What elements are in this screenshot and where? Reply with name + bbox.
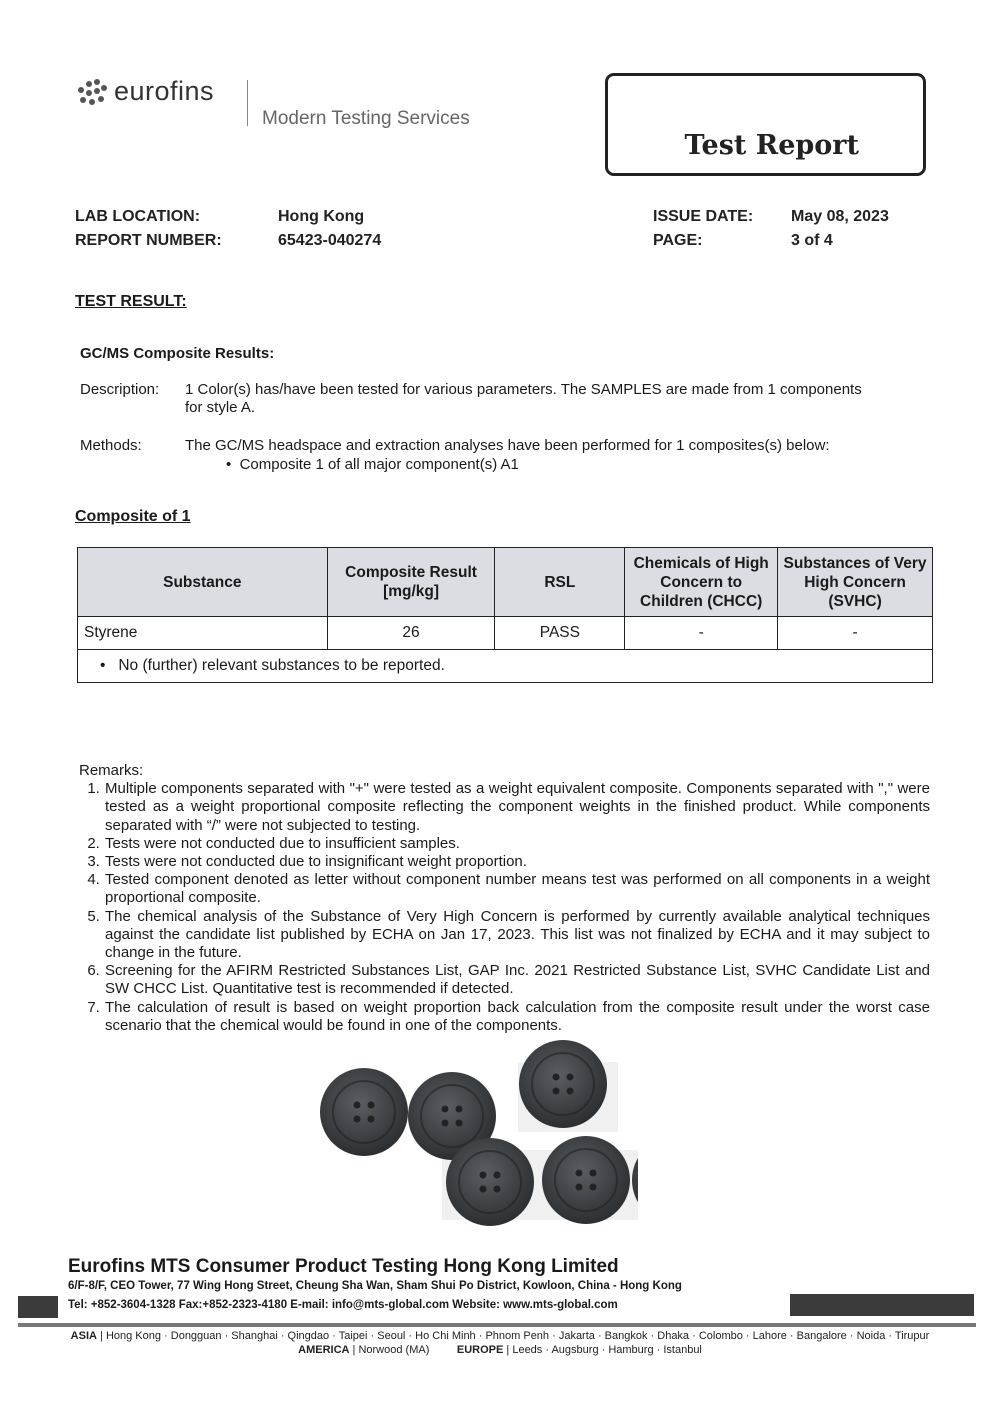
america-label: AMERICA	[298, 1344, 350, 1356]
header-rsl: RSL	[495, 548, 625, 617]
remark-item: 7. The calculation of result is based on weight proportion back calculation from the composite result under the worst case scenario that the chemical would be found in one of the components.	[104, 999, 930, 1035]
eurofins-logo	[76, 76, 214, 107]
composite-heading: Composite of 1	[75, 508, 191, 525]
sample-button	[446, 1138, 534, 1226]
europe-cities: Leeds · Augsburg · Hamburg · Istanbul	[512, 1344, 702, 1356]
footer-bar-right	[790, 1294, 974, 1316]
header-composite-result: Composite Result [mg/kg]	[327, 548, 495, 617]
footer-contact: Tel: +852-3604-1328 Fax:+852-2323-4180 E-mail: info@mts-global.com Website: www.mts-global.com	[68, 1299, 618, 1311]
footer-bar-left	[18, 1296, 58, 1318]
test-result-heading: TEST RESULT:	[75, 293, 187, 310]
description-line-2: for style A.	[185, 399, 256, 416]
sample-photo	[318, 1040, 638, 1230]
asia-label: ASIA	[70, 1330, 97, 1342]
table-header-row	[78, 548, 933, 617]
asia-locations: ASIA | Hong Kong · Dongguan · Shanghai · Qingdao · Taipei · Seoul · Ho Chi Minh · Phnom Penh · Jakarta · Bangkok · Dhaka · Colombo · Lahore · Bangalore · Noida · Tirupur	[70, 1330, 930, 1342]
footer-company-name: Eurofins MTS Consumer Product Testing Hong Kong Limited	[68, 1256, 619, 1277]
cell-substance: Styrene	[78, 617, 328, 650]
gcms-subheading: GC/MS Composite Results:	[80, 345, 275, 362]
logo-divider	[247, 80, 248, 126]
lab-location-value: Hong Kong	[278, 208, 365, 225]
header-svhc: Substances of Very High Concern (SVHC)	[778, 548, 933, 617]
sample-button	[320, 1068, 408, 1156]
methods-label: Methods:	[80, 437, 142, 454]
report-title-box	[605, 73, 926, 176]
methods-bullet	[226, 456, 519, 473]
bullet-icon: •	[100, 657, 119, 674]
logo-subtitle: Modern Testing Services	[262, 108, 470, 129]
footer-address: 6/F-8/F, CEO Tower, 77 Wing Hong Street, Cheung Sha Wan, Sham Shui Po District, Kowloon, China - Hong Kong	[68, 1280, 682, 1292]
report-title: Test Report	[684, 130, 859, 161]
sample-button	[542, 1136, 630, 1224]
issue-date-label: ISSUE DATE:	[653, 208, 754, 225]
report-number-value: 65423-040274	[278, 232, 382, 249]
page-value: 3 of 4	[791, 232, 833, 249]
description-line-1: 1 Color(s) has/have been tested for various parameters. The SAMPLES are made from 1 components	[185, 381, 862, 398]
table-row	[78, 617, 933, 650]
sample-button	[519, 1040, 607, 1128]
description-label: Description:	[80, 381, 160, 398]
remark-item: 6. Screening for the AFIRM Restricted Substances List, GAP Inc. 2021 Restricted Substance List, SVHC Candidate List and SW CHCC List. Quantitative test is recommended if detected.	[104, 962, 930, 998]
europe-label: EUROPE	[456, 1344, 504, 1356]
page-label: PAGE:	[653, 232, 703, 249]
bullet-icon: •	[226, 456, 240, 473]
cell-svhc: -	[778, 617, 933, 650]
cell-rsl: PASS	[495, 617, 625, 650]
footer-rule	[18, 1323, 976, 1327]
header-substance: Substance	[78, 548, 328, 617]
remark-item: 5. The chemical analysis of the Substance of Very High Concern is performed by currently available analytical techniques against the candidate list published by ECHA on Jan 17, 2023. This list was not finalized by ECHA and it may subject to change in the future.	[104, 908, 930, 963]
remarks-section	[76, 762, 930, 1035]
table-note	[78, 650, 933, 683]
methods-line-1: The GC/MS headspace and extraction analyses have been performed for 1 composites(s) below:	[185, 437, 830, 454]
results-table	[77, 547, 933, 683]
remark-item: 3. Tests were not conducted due to insignificant weight proportion.	[104, 853, 930, 871]
issue-date-value: May 08, 2023	[791, 208, 889, 225]
america-cities: Norwood (MA)	[358, 1344, 430, 1356]
table-note-text: No (further) relevant substances to be reported.	[118, 657, 445, 674]
lab-location-label: LAB LOCATION:	[75, 208, 201, 225]
cell-composite-result: 26	[327, 617, 495, 650]
asia-cities: Hong Kong · Dongguan · Shanghai · Qingdao · Taipei · Seoul · Ho Chi Minh · Phnom Penh · Jakarta · Bangkok · Dhaka · Colombo · Lahore · Bangalore · Noida · Tirupur	[105, 1330, 930, 1342]
remark-item: 2. Tests were not conducted due to insufficient samples.	[104, 835, 930, 853]
remark-item: 4. Tested component denoted as letter without component number means test was performed on all components in a weight proportional composite.	[104, 871, 930, 907]
methods-bullet-text: Composite 1 of all major component(s) A1	[239, 456, 519, 473]
logo-text: eurofins	[114, 76, 215, 106]
remark-item: 1. Multiple components separated with "+" were tested as a weight equivalent composite. Components separated with "," were tested as a weight proportional composite reflecting the component weights in the finished product. While components separated with “/” were not subjected to testing.	[104, 780, 930, 835]
table-note-row	[78, 650, 933, 683]
logo-dots-icon	[76, 77, 108, 107]
report-number-label: REPORT NUMBER:	[75, 232, 222, 249]
cell-chcc: -	[625, 617, 778, 650]
america-europe-locations: AMERICA | Norwood (MA) EUROPE | Leeds · Augsburg · Hamburg · Istanbul	[298, 1344, 702, 1356]
header-chcc: Chemicals of High Concern to Children (CHCC)	[625, 548, 778, 617]
remarks-list	[76, 780, 930, 1035]
remarks-title: Remarks:	[79, 762, 144, 779]
